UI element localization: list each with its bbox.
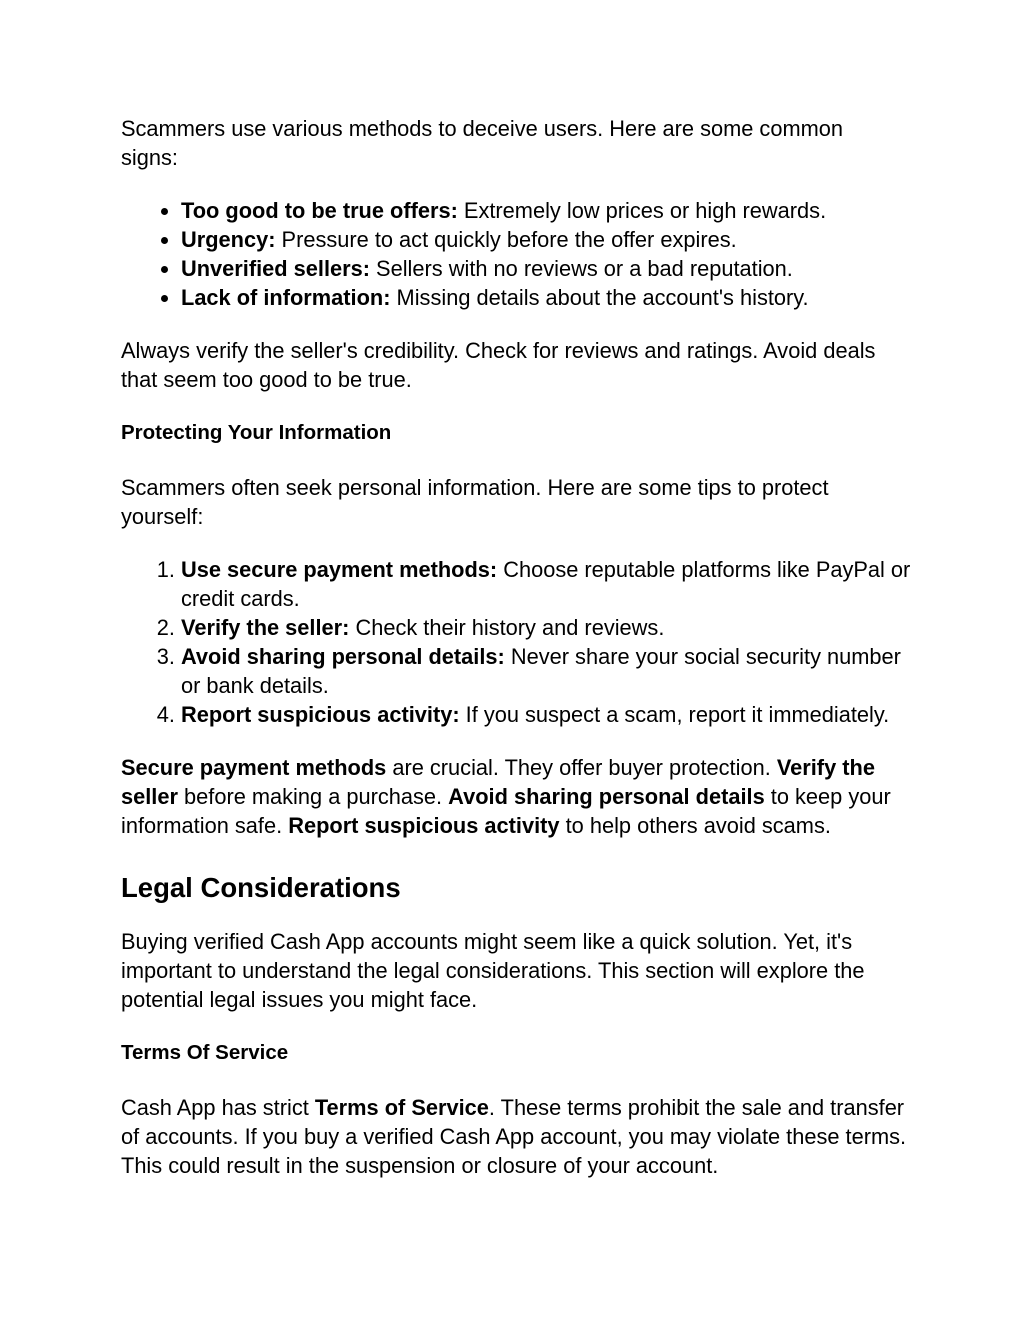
text-run: are crucial. They offer buyer protection.	[386, 755, 777, 780]
text-run: Report suspicious activity	[288, 813, 560, 838]
list-item	[181, 283, 904, 312]
heading-legal-considerations: Legal Considerations	[121, 872, 401, 903]
text-run: Urgency:	[181, 227, 276, 252]
list-item	[181, 225, 904, 254]
text-run: Check their history and reviews.	[349, 615, 665, 640]
paragraph-protection-summary	[121, 753, 904, 840]
list-item	[181, 254, 904, 283]
text-run: Use secure payment methods:	[181, 557, 498, 582]
text-run: Never share your social security number or bank details.	[181, 644, 901, 698]
text-run: Verify the seller:	[181, 615, 350, 640]
text-run: Too good to be true offers:	[181, 198, 458, 223]
list-item	[181, 700, 914, 729]
text-run: Missing details about the account's history.	[390, 285, 809, 310]
text-run: Unverified sellers:	[181, 256, 370, 281]
paragraph-protection-intro	[121, 473, 904, 531]
list-item	[181, 613, 914, 642]
heading-terms-of-service: Terms Of Service	[121, 1041, 289, 1064]
text-run: Verify the seller	[121, 755, 875, 809]
list-item	[181, 642, 914, 700]
text-run: If you suspect a scam, report it immediately.	[459, 702, 890, 727]
text-run: Secure payment methods	[121, 755, 387, 780]
scam-signs-bullet-list	[121, 196, 904, 312]
text-run: Choose reputable platforms like PayPal or credit cards.	[181, 557, 911, 611]
protection-tips-numbered-list	[121, 555, 914, 729]
text-run: Avoid sharing personal details	[448, 784, 765, 809]
text-run: Terms of Service	[314, 1095, 489, 1120]
text-run: . These terms prohibit the sale and transfer of accounts. If you buy a verified Cash App account, you may violate these terms. This could result in the suspension or closure of your account.	[121, 1095, 907, 1178]
text-run: to help others avoid scams.	[559, 813, 831, 838]
text-run: Sellers with no reviews or a bad reputation.	[370, 256, 793, 281]
text-run: Scammers use various methods to deceive users. Here are some common signs:	[121, 116, 844, 170]
text-run: Cash App has strict	[121, 1095, 315, 1120]
text-run: Scammers often seek personal information. Here are some tips to protect yourself:	[121, 475, 829, 529]
text-run: Buying verified Cash App accounts might seem like a quick solution. Yet, it's important to understand the legal considerations. This section will explore the potential legal issues you might face.	[121, 929, 865, 1012]
paragraph-legal-intro	[121, 927, 904, 1014]
list-item	[181, 555, 914, 613]
text-run: Pressure to act quickly before the offer expires.	[275, 227, 737, 252]
heading-protecting-your-information: Protecting Your Information	[121, 421, 392, 444]
paragraph-terms-of-service	[121, 1093, 914, 1180]
text-run: Always verify the seller's credibility. Check for reviews and ratings. Avoid deals that seem too good to be true.	[121, 338, 876, 392]
list-item	[181, 196, 904, 225]
text-run: Extremely low prices or high rewards.	[457, 198, 827, 223]
text-run: to keep your information safe.	[121, 784, 891, 838]
paragraph-verify-credibility	[121, 336, 904, 394]
text-run: Avoid sharing personal details:	[181, 644, 505, 669]
text-run: Report suspicious activity:	[181, 702, 460, 727]
text-run: before making a purchase.	[177, 784, 449, 809]
paragraph-scam-signs-intro	[121, 114, 904, 172]
text-run: Lack of information:	[181, 285, 391, 310]
